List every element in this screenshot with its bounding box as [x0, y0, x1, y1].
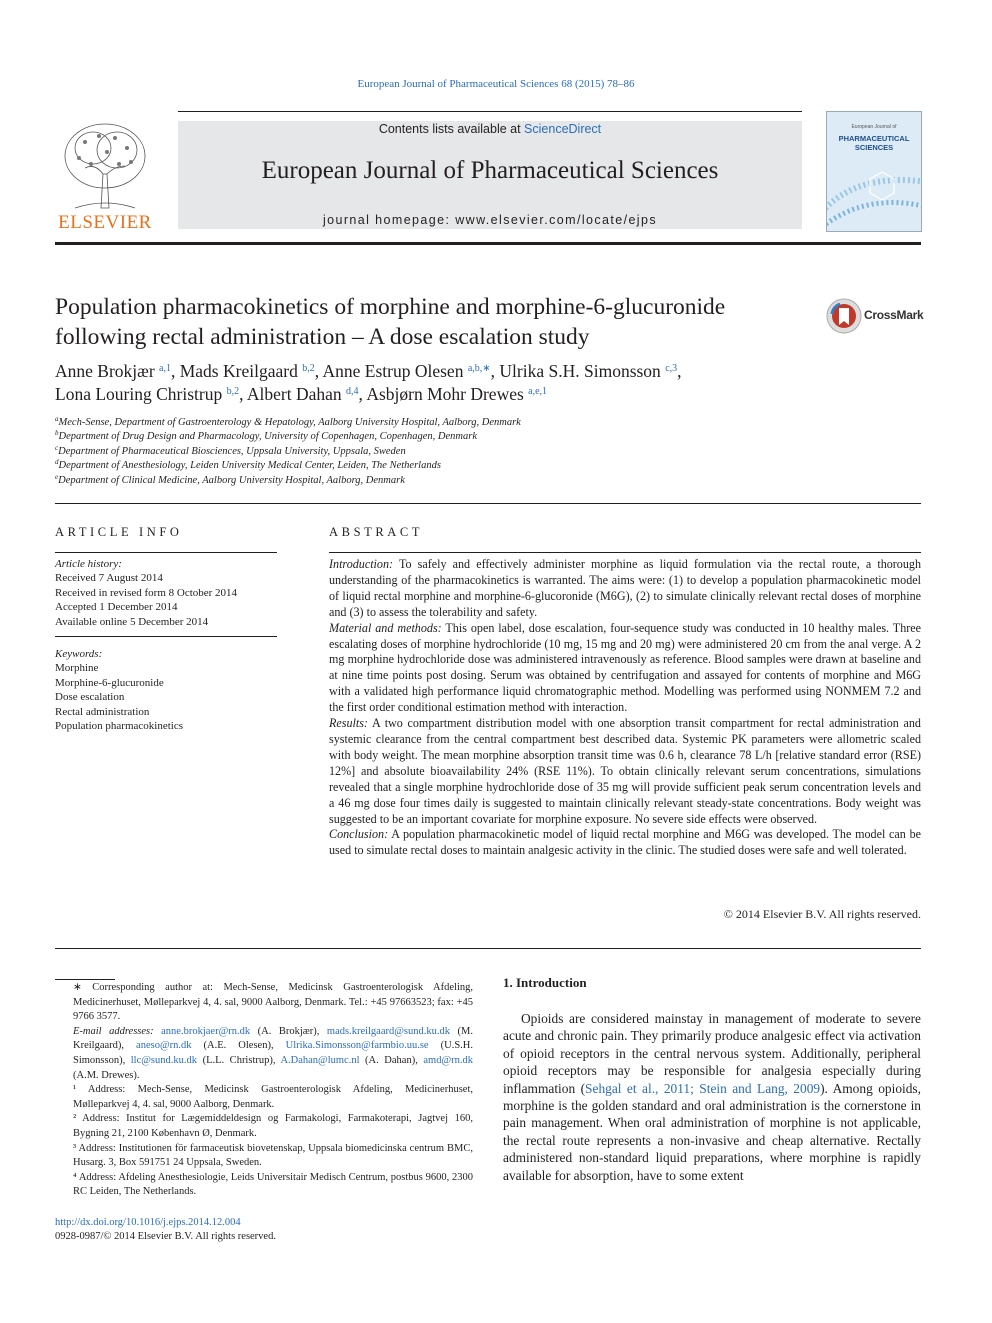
journal-cover-thumbnail[interactable] [826, 111, 922, 232]
affiliation-text: Department of Drug Design and Pharmacology, University of Copenhagen, Copenhagen, Denmark [58, 431, 477, 443]
affiliation [55, 430, 915, 444]
article-title: Population pharmacokinetics of morphine and morphine-6-glucuronide following rectal administration – A dose escalation study [55, 294, 726, 350]
author-affil-ref[interactable]: b,2 [226, 386, 240, 397]
affiliation-key: b [55, 429, 59, 438]
keyword: Morphine-6-glucuronide [55, 676, 164, 689]
history-item: Received in revised form 8 October 2014 [55, 586, 238, 599]
abstract-text: A population pharmacokinetic model of liquid rectal morphine and M6G was developed. The model can be used to simulate rectal doses to maintain analgesic activity in the clinic. The studied doses were safe and well tolerated. [329, 827, 921, 858]
journal-homepage [178, 213, 802, 227]
email-link[interactable]: llc@sund.ku.dk [130, 1054, 198, 1066]
abstract-section [329, 716, 921, 827]
email-label: E-mail addresses: [73, 1025, 154, 1037]
affiliation [55, 445, 915, 459]
abstract-text: To safely and effectively administer morphine as liquid formulation via the rectal route, a thorough understanding of the pharmacokinetics is warranted. The aims were: (1) to develop a population pharmacokinetic model of liquid rectal morphine and morphine-6-glucoronide (M6G), (2) to simulate clinically relevant rectal doses of morphine and (3) to assess the tolerability and safety. [329, 557, 921, 619]
affiliation-key: a [55, 415, 59, 423]
affiliation-key: c [55, 443, 59, 452]
author-list [55, 360, 915, 406]
author-name: Lona Louring Christrup [55, 384, 223, 404]
author-sep: , [677, 361, 682, 381]
affiliation [55, 416, 915, 430]
author-affil-ref[interactable]: c,3 [665, 363, 678, 374]
intro-text-part: ). Among opioids, morphine is the golden standard and oral administration is the cornerstone in pain management. When oral administration of morphine is not applicable, the rectal route represents a non-invasive and cheap alternative. Rectally administered non-standard liquid preparations, where morphine is rapidly available for absorption, have to some extent [503, 1080, 921, 1183]
email-owner: (A. Brokjær), [250, 1025, 327, 1037]
author-affil-ref[interactable]: a,1 [159, 363, 171, 374]
keyword: Morphine [55, 662, 99, 675]
sciencedirect-link[interactable]: ScienceDirect [524, 122, 602, 136]
homepage-link[interactable]: www.elsevier.com/locate/ejps [455, 213, 657, 227]
section-divider [55, 503, 921, 504]
history-item: Available online 5 December 2014 [55, 615, 209, 628]
keyword: Rectal administration [55, 705, 150, 718]
email-link[interactable]: A.Dahan@lumc.nl [280, 1054, 360, 1066]
author-name: Mads Kreilgaard [179, 361, 298, 381]
email-owner: (A. Dahan), [359, 1054, 424, 1066]
author-sep: , [314, 361, 323, 381]
author-affil-ref[interactable]: a,b,∗ [467, 363, 491, 374]
footnote-rule [55, 979, 115, 980]
affiliation [55, 474, 915, 488]
introduction-heading: 1. Introduction [503, 975, 587, 990]
article-info-rule [55, 552, 277, 553]
abstract-text: A two compartment distribution model with one absorption transit compartment for rectal administration and systemic clearance from the central compartment best described data. Systemic PK parameters were allometric scaled with body weight. The mean morphine absorption transit time was 0.6 h, clearance 78 L/h [relative standard error (RSE) 12%] and absolute bioavailability 24% (RSE 11%). To obtain clinically relevant serum concentrations, simulations revealed that a single morphine hydrochloride dose of 35 mg will provide sufficient peak serum concentration levels and a 46 mg dose four times daily is suggested to maintain clinically relevant steady-state concentrations. Body weight was suggested to be an important covariate for morphine exposure. No severe side effects were observed. [329, 716, 921, 826]
affiliation-text: Department of Clinical Medicine, Aalborg University Hospital, Aalborg, Denmark [58, 474, 405, 486]
section-divider [55, 948, 921, 949]
author-name: Anne Estrup Olesen [322, 361, 464, 381]
introduction-text [503, 1010, 921, 1184]
author-sep: , [358, 384, 367, 404]
abstract-section [329, 621, 921, 716]
journal-reference[interactable]: European Journal of Pharmaceutical Sciences 68 (2015) 78–86 [357, 78, 635, 90]
doi-link[interactable]: http://dx.doi.org/10.1016/j.ejps.2014.12.004 [55, 1217, 241, 1228]
article-info-rule [55, 636, 277, 637]
history-label: Article history: [55, 558, 122, 570]
citation-link[interactable]: Sehgal et al., 2011; Stein and Lang, 2009 [585, 1080, 821, 1096]
email-owner: (A.E. Olesen), [191, 1040, 286, 1052]
affiliation-text: Mech-Sense, Department of Gastroenterology & Hepatology, Aalborg University Hospital, Aalborg, Denmark [58, 417, 521, 428]
elsevier-wordmark: ELSEVIER [58, 212, 152, 233]
author-name: Asbjørn Mohr Drewes [366, 384, 524, 404]
crossmark-icon [826, 298, 862, 334]
address-footnote: ⁴ Address: Afdeling Anesthesiologie, Leids Universitair Medisch Centrum, postbus 9600, 2300 RC Leiden, The Netherlands. [73, 1171, 473, 1198]
author-sep: , [490, 361, 500, 381]
issn-copyright: 0928-0987/© 2014 Elsevier B.V. All rights reserved. [55, 1231, 276, 1242]
affiliation-key: e [55, 472, 59, 481]
journal-title: European Journal of Pharmaceutical Sciences [261, 157, 719, 184]
keywords-label: Keywords: [55, 648, 103, 660]
abstract-label: Material and methods: [329, 620, 442, 635]
email-link[interactable]: mads.kreilgaard@sund.ku.dk [326, 1025, 451, 1037]
cover-molecule-icon [827, 152, 921, 232]
keywords [55, 647, 277, 733]
abstract-section [329, 827, 921, 859]
author-sep: , [170, 361, 180, 381]
address-footnote: ² Address: Institut for Lægemiddeldesign og Farmakologi, Farmakoterapi, Jagtvej 160, Bygning 21, 2100 København Ø, Denmark. [73, 1113, 473, 1139]
abstract-copyright: © 2014 Elsevier B.V. All rights reserved. [723, 907, 921, 921]
corresponding-author-note: ∗ Corresponding author at: Mech-Sense, Medicinsk Gastroenterologisk Afdeling, Medicinerhuset, Mølleparkvej 4, 4. sal, 9000 Aalborg, Denmark. Tel.: +45 97663523; fax: +45 9766 3577. [73, 982, 473, 1023]
abstract-label: Introduction: [329, 557, 394, 571]
address-footnote: ¹ Address: Mech-Sense, Medicinsk Gastroenterologisk Afdeling, Medicinerhuset, Mølleparkvej 4, 4. sal, 9000 Aalborg, Denmark. [73, 1084, 473, 1110]
address-footnote: ³ Address: Institutionen för farmaceutisk biovetenskap, Uppsala biomedicinska centrum BMC, Husarg. 3, Box 591751 24 Uppsala, Sweden. [73, 1142, 473, 1169]
affiliation-key: d [55, 458, 59, 467]
crossmark-label: CrossMark [864, 308, 924, 322]
contents-prefix: Contents lists available at [378, 122, 525, 136]
email-link[interactable]: amd@rn.dk [423, 1054, 473, 1066]
abstract-heading: ABSTRACT [329, 525, 424, 539]
keyword: Dose escalation [55, 691, 125, 704]
contents-line [178, 122, 802, 136]
crossmark-badge[interactable] [826, 298, 936, 334]
cover-title-line2: SCIENCES [854, 143, 894, 152]
email-link[interactable]: aneso@rn.dk [136, 1040, 192, 1052]
keyword: Population pharmacokinetics [55, 720, 183, 733]
intro-text-part: Opioids are considered mainstay in management of moderate to severe acute and chronic pain. They primarily produce analgesic effect via activation of opioid receptors in the central nervous system. Additionally, peripheral opioid receptors may be responsible for analgesia especially during inflammation ( [503, 1011, 921, 1096]
history-item: Accepted 1 December 2014 [55, 601, 178, 614]
footnotes [55, 981, 473, 1200]
homepage-prefix: journal homepage: [322, 213, 456, 227]
affiliation-text: Department of Anesthesiology, Leiden University Medical Center, Leiden, The Netherlands [58, 460, 441, 472]
abstract-rule [329, 552, 921, 553]
affiliation-text: Department of Pharmaceutical Biosciences, Uppsala University, Uppsala, Sweden [58, 445, 406, 457]
email-link[interactable]: anne.brokjaer@rn.dk [161, 1025, 251, 1037]
history-item: Received 7 August 2014 [55, 572, 163, 585]
article-info-heading: ARTICLE INFO [55, 525, 183, 539]
email-owner: (L.L. Christrup), [197, 1054, 281, 1066]
cover-title [831, 134, 917, 152]
abstract-label: Conclusion: [329, 827, 389, 842]
cover-small-text: European Journal of [851, 124, 897, 130]
email-owner: (A.M. Drewes). [73, 1069, 140, 1081]
affiliations [55, 416, 915, 488]
author-name: Anne Brokjær [55, 361, 155, 381]
author-name: Albert Dahan [246, 384, 342, 404]
author-affil-ref[interactable]: a,e,1 [528, 386, 548, 397]
article-history [55, 557, 277, 629]
header-bottom-rule [55, 242, 921, 245]
email-owner: (M. Kreilgaard), [73, 1025, 473, 1052]
email-addresses [55, 1025, 473, 1083]
elsevier-tree-icon [55, 118, 155, 214]
header-top-rule [178, 111, 802, 112]
abstract-body [329, 557, 921, 859]
author-affil-ref[interactable]: b,2 [302, 363, 315, 374]
email-owner: (U.S.H. Simonsson), [73, 1040, 473, 1066]
abstract-label: Results: [329, 716, 368, 731]
abstract-section [329, 557, 921, 621]
email-link[interactable]: Ulrika.Simonsson@farmbio.uu.se [285, 1040, 429, 1052]
elsevier-logo [55, 118, 155, 234]
author-name: Ulrika S.H. Simonsson [499, 361, 661, 381]
cover-title-line1: PHARMACEUTICAL [838, 134, 910, 143]
abstract-text: This open label, dose escalation, four-sequence study was conducted in 10 healthy males. Three escalating doses of morphine hydrochloride (10 mg, 15 mg and 20 mg) were administered 20 cm from the anal verge. A 2 mg morphine hydrochloride dose was administered intravenously as reference. Blood samples were drawn at baseline and at nine time points post dosing. Serum was obtained by centrifugation and assayed for contents of morphine and M6G with a validated high performance liquid chromatographic method. Modelling was performed using NONMEM 7.2 and the first order conditional estimation method with interaction. [329, 620, 921, 715]
author-sep: , [239, 384, 247, 404]
affiliation [55, 459, 915, 473]
author-affil-ref[interactable]: d,4 [346, 386, 359, 397]
